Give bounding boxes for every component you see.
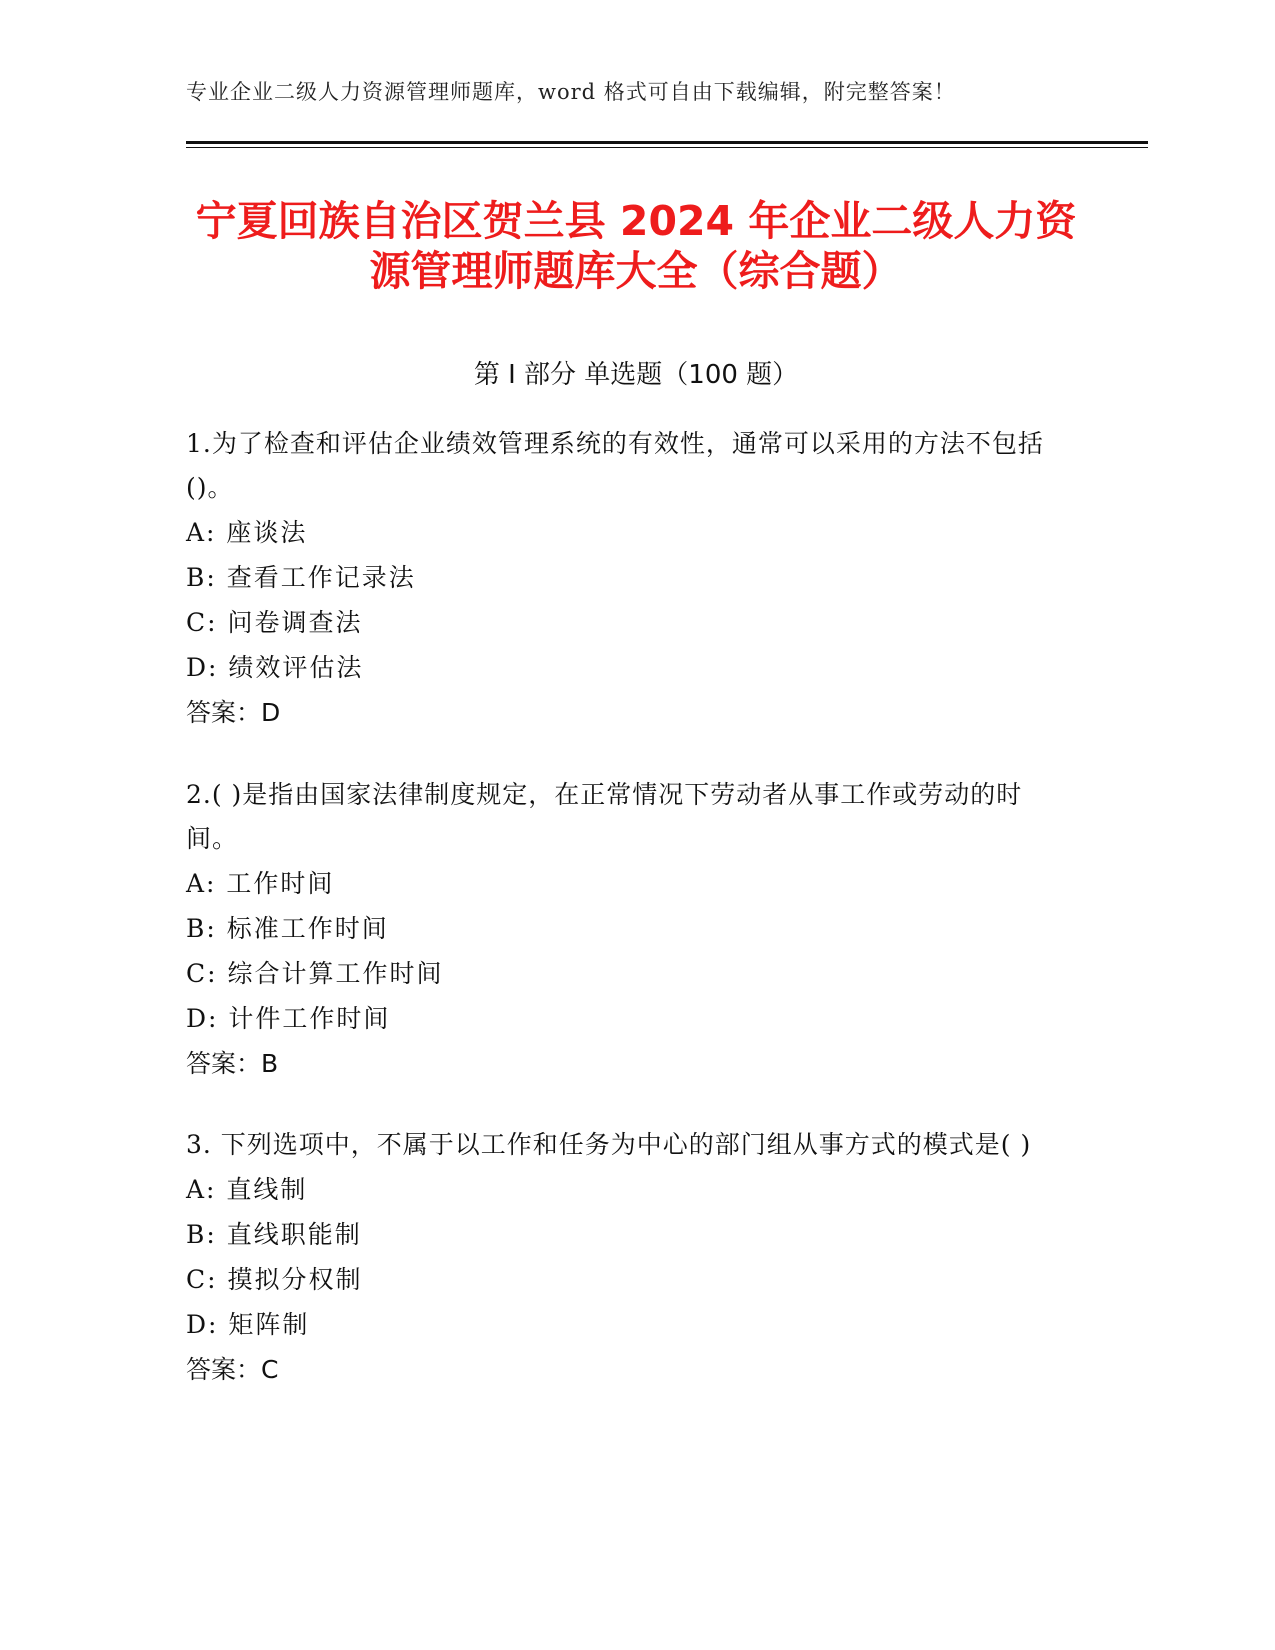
- option-b: B: 标准工作时间: [186, 914, 389, 943]
- option-d: D: 矩阵制: [186, 1310, 310, 1339]
- option-d: D: 绩效评估法: [186, 653, 364, 682]
- header-note: 专业企业二级人力资源管理师题库，word 格式可自由下载编辑，附完整答案！: [186, 80, 956, 104]
- question-stem: 1.为了检查和评估企业绩效管理系统的有效性，通常可以采用的方法不包括()。: [186, 429, 1044, 502]
- section-title: 第 I 部分 单选题（100 题）: [473, 360, 799, 390]
- option-b: B: 直线职能制: [186, 1220, 362, 1249]
- question-2: [186, 773, 1066, 1086]
- header-rule-thin: [186, 147, 1148, 148]
- option-a: A: 工作时间: [186, 869, 335, 898]
- option-d: D: 计件工作时间: [186, 1004, 391, 1033]
- header-rule-thick: [186, 141, 1148, 144]
- question-1: [186, 422, 1066, 735]
- option-c: C: 摸拟分权制: [186, 1265, 363, 1294]
- question-stem: 3. 下列选项中，不属于以工作和任务为中心的部门组从事方式的模式是( ): [186, 1130, 1032, 1159]
- option-a: A: 直线制: [186, 1175, 308, 1204]
- question-3: [186, 1123, 1066, 1392]
- answer: 答案：C: [186, 1355, 279, 1384]
- answer: 答案：B: [186, 1049, 279, 1078]
- question-stem: 2.( )是指由国家法律制度规定，在正常情况下劳动者从事工作或劳动的时间。: [186, 780, 1023, 853]
- option-c: C: 综合计算工作时间: [186, 959, 444, 988]
- option-b: B: 查看工作记录法: [186, 563, 416, 592]
- option-a: A: 座谈法: [186, 518, 308, 547]
- option-c: C: 问卷调查法: [186, 608, 363, 637]
- answer: 答案：D: [186, 698, 281, 727]
- document-title: 宁夏回族自治区贺兰县 2024 年企业二级人力资源管理师题库大全（综合题）: [195, 197, 1077, 295]
